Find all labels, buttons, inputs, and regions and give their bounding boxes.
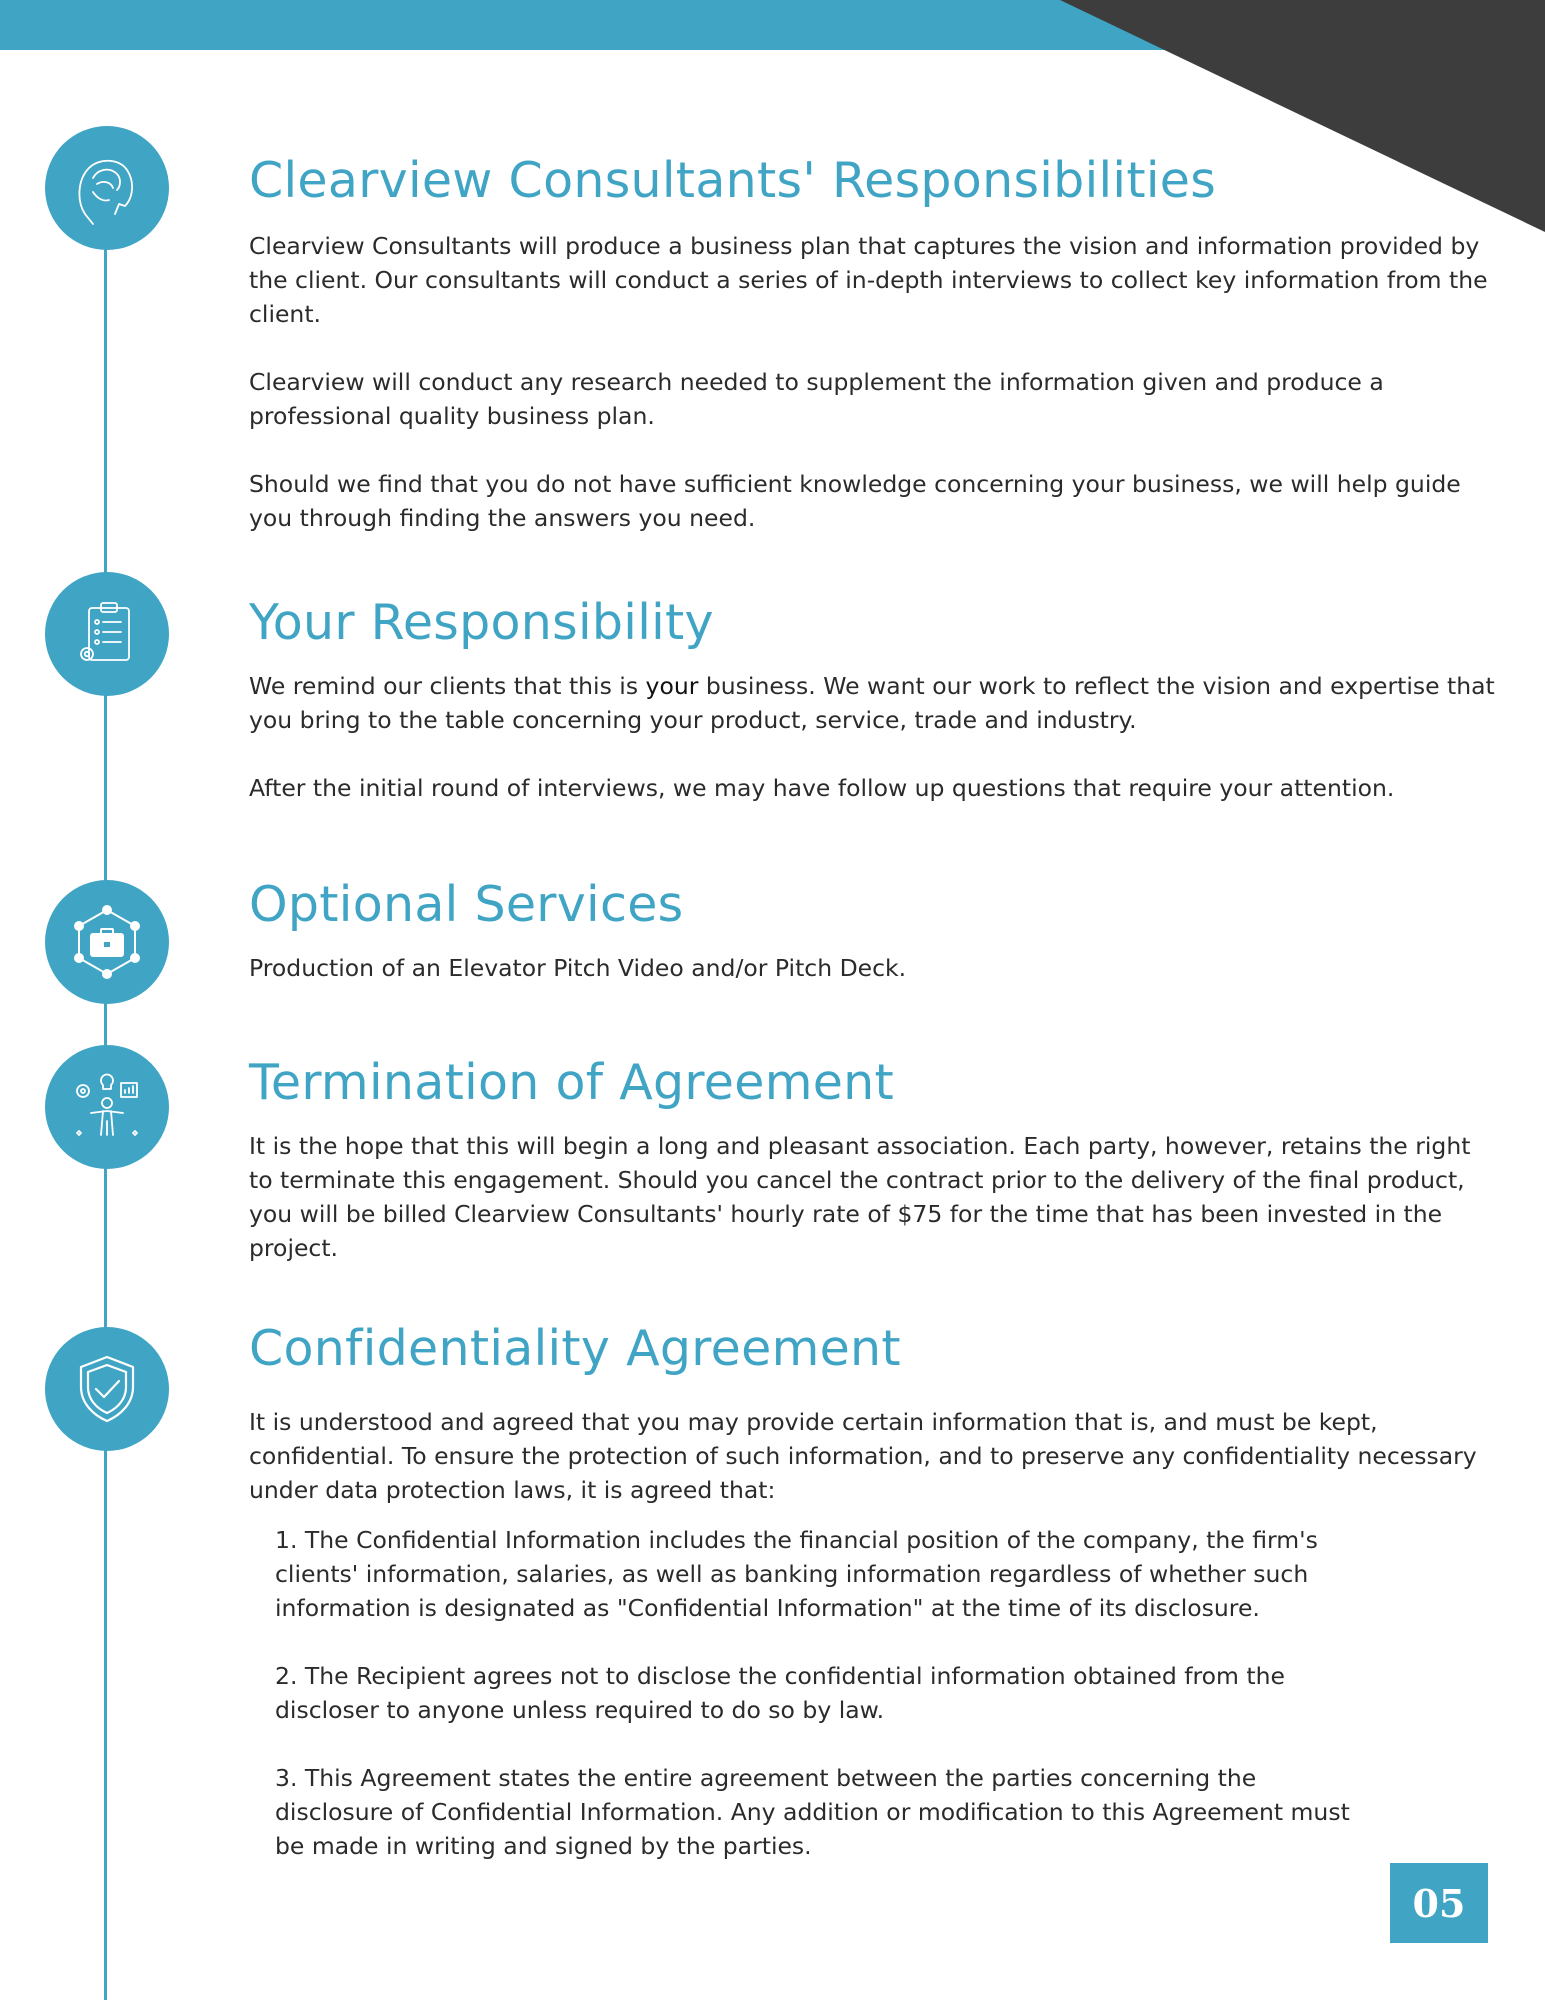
paragraph: Production of an Elevator Pitch Video and/or Pitch Deck.	[249, 953, 907, 982]
section-heading: Confidentiality Agreement	[249, 1320, 901, 1377]
list-item: 1. The Confidential Information includes the financial position of the company, the firm's clients' information, salaries, as well as banking information regardless of whether such information is designated as "Confidential Information" at the time of its disclosure.	[275, 1525, 1318, 1622]
paragraph-text: We remind our clients that this is	[249, 671, 646, 700]
person-ideas-icon	[45, 1045, 169, 1169]
paragraph: It is understood and agreed that you may provide certain information that is, and must be kept, confidential. To ensure the protection of such information, and to preserve any confidentiality necessary under data protection laws, it is agreed that:	[249, 1407, 1477, 1504]
section-heading: Optional Services	[249, 876, 684, 933]
consultant-head-icon	[45, 126, 169, 250]
page-number: 05	[1390, 1863, 1488, 1943]
clipboard-checklist-icon	[45, 572, 169, 696]
briefcase-network-icon	[45, 880, 169, 1004]
paragraph: It is the hope that this will begin a long and pleasant association. Each party, however, retains the right to terminate this engagement. Should you cancel the contract prior to the delivery of the final product, you will be billed Clearview Consultants' hourly rate of $75 for the time that has been invested in the project.	[249, 1131, 1471, 1262]
section-heading: Clearview Consultants' Responsibilities	[249, 152, 1217, 209]
section-termination	[249, 1054, 1499, 1265]
section-optional-services	[249, 876, 1499, 985]
section-confidentiality	[249, 1320, 1499, 1863]
section-your-responsibility	[249, 594, 1499, 805]
list-item: 3. This Agreement states the entire agreement between the parties concerning the disclosure of Confidential Information. Any addition or modification to this Agreement must be made in writing and signed by the parties.	[275, 1763, 1350, 1860]
paragraph	[249, 669, 1499, 737]
shield-check-icon	[45, 1327, 169, 1451]
paragraph: Clearview Consultants will produce a business plan that captures the vision and information provided by the client. Our consultants will conduct a series of in-depth interviews to collect key information from the client.	[249, 231, 1488, 328]
section-heading: Your Responsibility	[249, 594, 714, 651]
section-heading: Termination of Agreement	[249, 1054, 895, 1111]
paragraph: Clearview will conduct any research needed to supplement the information given and produce a professional quality business plan.	[249, 367, 1384, 430]
paragraph: After the initial round of interviews, we may have follow up questions that require your attention.	[249, 773, 1395, 802]
confidentiality-list	[249, 1523, 1499, 1863]
section-consultant-responsibilities	[249, 152, 1499, 535]
list-item: 2. The Recipient agrees not to disclose the confidential information obtained from the discloser to anyone unless required to do so by law.	[275, 1661, 1285, 1724]
paragraph: Should we find that you do not have sufficient knowledge concerning your business, we will help guide you through finding the answers you need.	[249, 469, 1461, 532]
paragraph-text: business. We want our work to reflect the vision and expertise that you bring to the table concerning your product, service, trade and industry.	[249, 671, 1495, 734]
emphasis-your: your	[645, 671, 699, 700]
